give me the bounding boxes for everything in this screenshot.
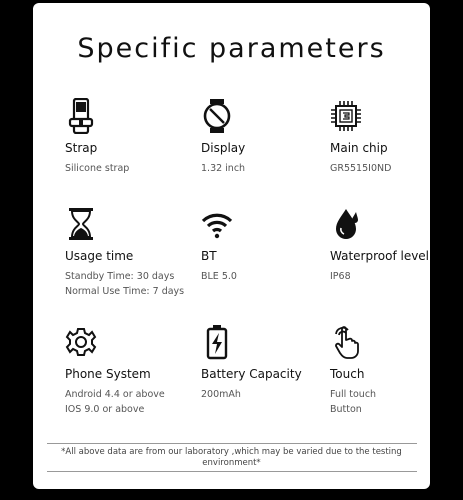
param-desc: Standby Time: 30 days Normal Use Time: 7 days [65, 271, 185, 297]
param-label: Usage time [65, 249, 134, 263]
param-label: Strap [65, 141, 98, 155]
param-label: Touch [330, 367, 365, 381]
footer-divider-bottom [47, 471, 417, 472]
param-label: Phone System [65, 367, 151, 381]
param-desc: BLE 5.0 [201, 271, 237, 282]
param-label: Battery Capacity [201, 367, 302, 381]
touch-hand-icon [330, 324, 362, 360]
param-desc: Silicone strap [65, 163, 130, 174]
footnote: *All above data are from our laboratory ,which may be varied due to the testing environment* [61, 447, 402, 468]
param-label: Display [201, 141, 246, 155]
wifi-icon [201, 206, 233, 242]
param-label: Main chip [330, 141, 388, 155]
param-desc: IP68 [330, 271, 351, 282]
param-label: Waterproof level [330, 249, 430, 263]
param-desc: Full touch Button [330, 389, 377, 415]
page-title: Specific parameters [77, 33, 386, 64]
water-drop-icon [330, 206, 362, 242]
hourglass-icon [65, 206, 97, 242]
gear-icon [65, 324, 97, 360]
param-desc: GR5515I0ND [330, 163, 392, 174]
param-label: BT [201, 249, 217, 263]
param-desc: 1.32 inch [201, 163, 246, 174]
battery-icon [201, 324, 233, 360]
param-desc: Android 4.4 or above IOS 9.0 or above [65, 389, 165, 415]
watch-strap-icon [65, 98, 97, 134]
footer-divider-top [47, 443, 417, 444]
param-desc: 200mAh [201, 389, 241, 400]
chip-icon [330, 98, 362, 134]
watch-face-icon [201, 98, 233, 134]
parameters-card [33, 3, 430, 489]
